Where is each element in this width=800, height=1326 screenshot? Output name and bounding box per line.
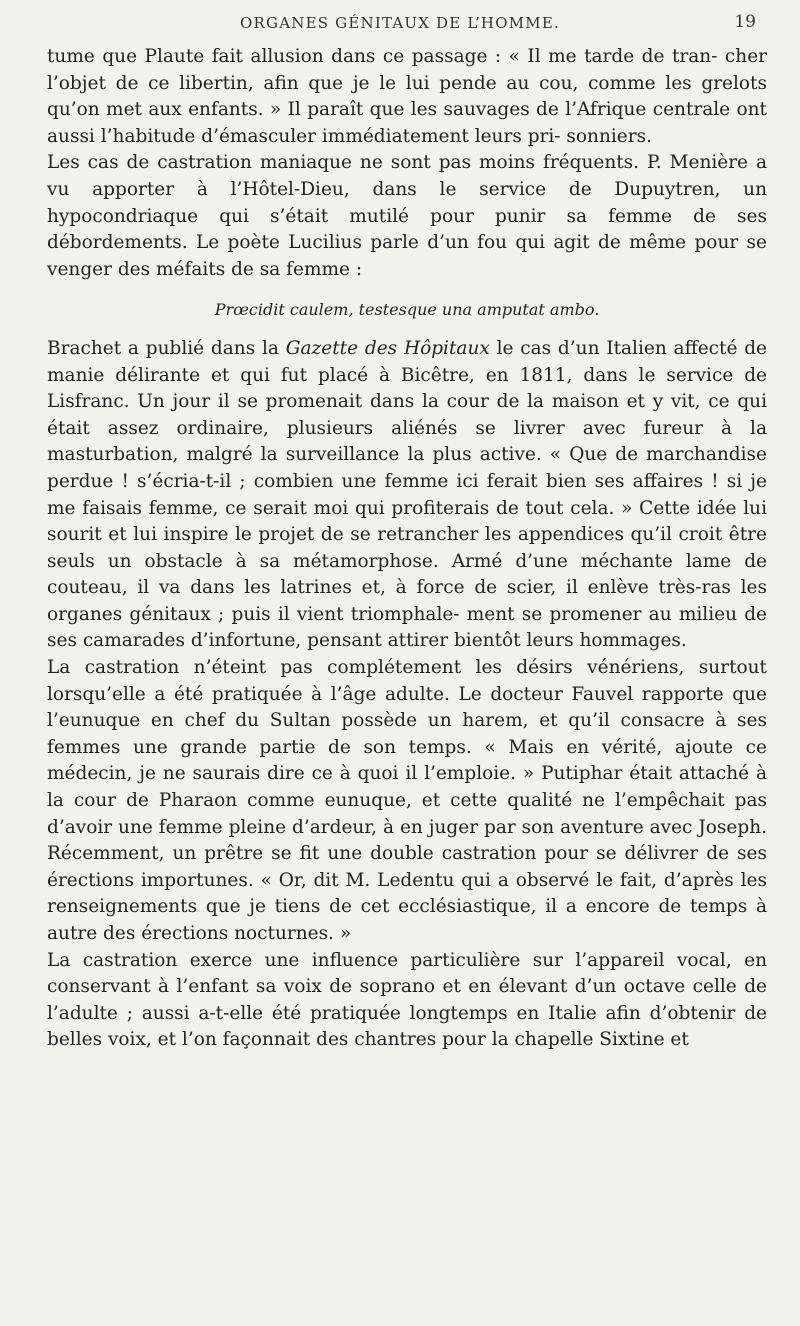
paragraph-5: La castration exerce une influence particulière sur l’appareil vocal, en conservant à l’enfant sa voix de soprano et en élevant d’un octave celle de l’adulte ; aussi a-t-elle été pratiquée longtemps en Italie afin d’obtenir de belles voix, et l’on façonnait des chantres pour la chapelle Sixtine et [47, 949, 767, 1051]
latin-quote: Prœcidit caulem, testesque una amputat ambo. [214, 300, 600, 320]
paragraph-3 [47, 336, 767, 655]
running-head [0, 8, 800, 36]
paragraph-3-start: Brachet a publié dans la [47, 337, 286, 359]
page-number: 19 [734, 12, 756, 32]
paragraph-4: La castration n’éteint pas complétement les désirs vénériens, surtout lorsqu’elle a été pratiquée à l’âge adulte. Le docteur Fauvel rapporte que l’eunuque en chef du Sultan possède un harem, et qu’il consacre à ses femmes une grande partie de son temps. « Mais en vérité, ajoute ce médecin, je ne saurais dire ce à quoi il l’emploie. » Putiphar était attaché à la cour de Pharaon comme eunuque, et cette qualité ne l’empêchait pas d’avoir une femme pleine d’ardeur, à en juger par son aventure avec Joseph. Récemment, un prêtre se fit une double castration pour se délivrer de ses érections importunes. « Or, dit M. Ledentu qui a observé le fait, d’après les renseignements que je tiens de cet ecclésiastique, il a encore de temps à autre des érections nocturnes. » [47, 657, 767, 944]
running-title: ORGANES GÉNITAUX DE L’HOMME. [240, 14, 560, 32]
paragraph-2: Les cas de castration maniaque ne sont pas moins fréquents. P. Menière a vu apporter à l’Hôtel-Dieu, dans le service de Dupuytren, un hypocondriaque qui s’était mutilé pour punir sa femme de ses débordements. Le poète Lucilius parle d’un fou qui agit de même pour se venger des méfaits de sa femme : [47, 152, 767, 280]
body-text [47, 44, 767, 1054]
journal-title: Gazette des Hôpitaux [285, 337, 490, 359]
paragraph-1: tume que Plaute fait allusion dans ce passage : « Il me tarde de tran- cher l’objet de ce libertin, afin que je le lui pende au cou, comme les grelots qu’on met aux enfants. » Il paraît que les sauvages de l’Afrique centrale ont aussi l’habitude d’émasculer immédiatement leurs pri- sonniers. [47, 46, 767, 147]
paragraph-3-rest: le cas d’un Italien affecté de manie délirante et qui fut placé à Bicêtre, en 1811, dans le service de Lisfranc. Un jour il se promenait dans la cour de la maison et y vit, ce qui était assez ordinaire, plusieurs aliénés se livrer avec fureur à la masturbation, malgré la surveillance la plus active. « Que de marchandise perdue ! s’écria-t-il ; combien une femme ici ferait bien ses affaires ! si je me faisais femme, ce serait moi qui profiterais de tout cela. » Cette idée lui sourit et lui inspire le projet de se retrancher les appendices qu’il croit être seuls un obstacle à sa métamorphose. Armé d’une méchante lame de couteau, il va dans les latrines et, à force de scier, il enlève très-ras les organes génitaux ; puis il vient triomphale- ment se promener au milieu de ses camarades d’infortune, pensant attirer bientôt leurs hommages. [47, 337, 767, 652]
